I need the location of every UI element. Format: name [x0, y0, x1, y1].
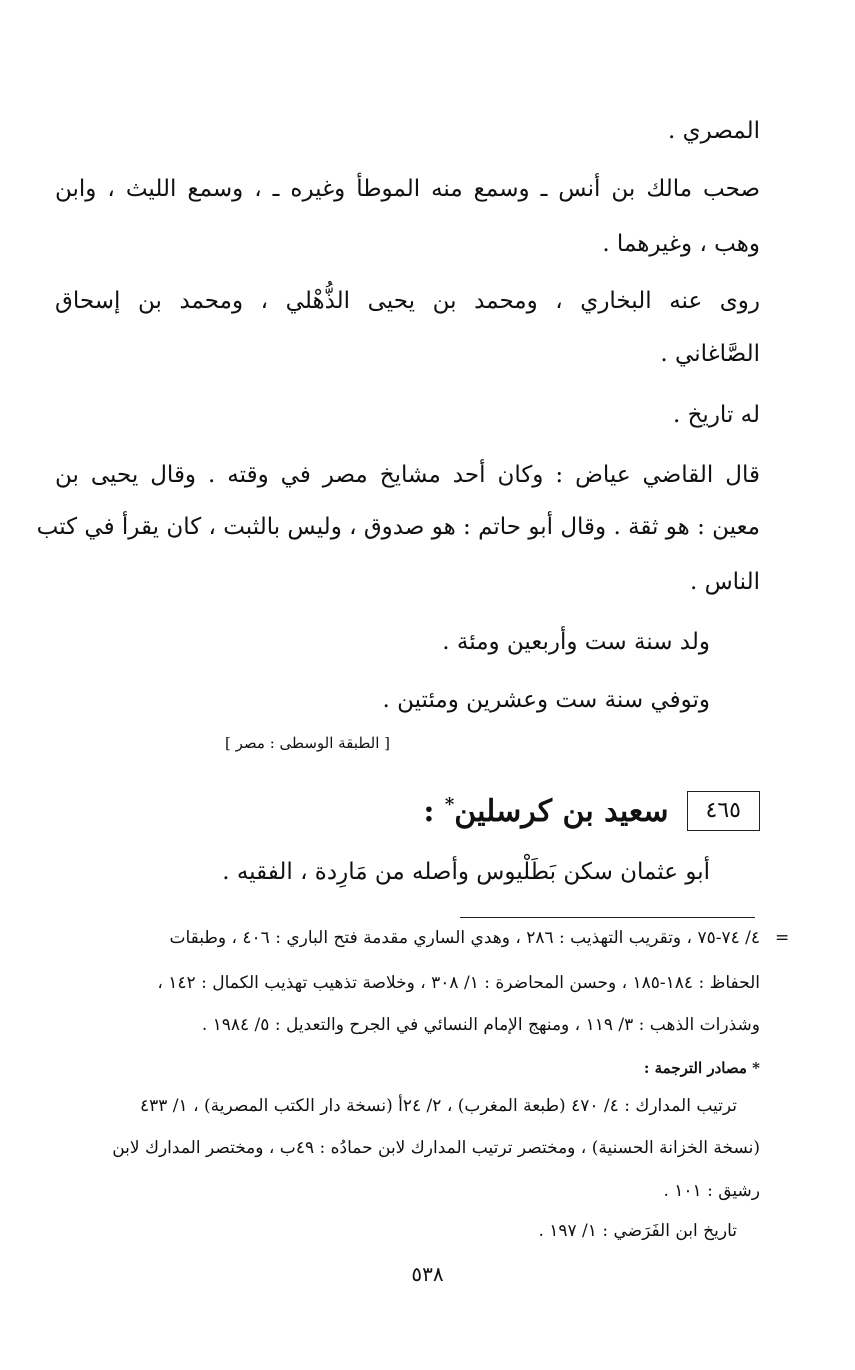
entry-description: أبو عثمان سكن بَطَلْيوس وأصله من مَارِدة ، الفقيه .	[222, 859, 710, 885]
source-line: رشيق : ١٠١ .	[663, 1181, 760, 1201]
source-line: تاريخ ابن الفَرَضي : ١/ ١٩٧ .	[538, 1221, 737, 1241]
entry-heading	[423, 788, 760, 834]
body-line-3: وهب ، وغيرهما .	[602, 231, 760, 257]
sources-heading: * مصادر الترجمة :	[643, 1059, 760, 1077]
body-line-4: روى عنه البخاري ، ومحمد بن يحيى الذُّهْلي ، ومحمد بن إسحاق	[55, 288, 760, 314]
body-line-5: الصَّاغاني .	[660, 341, 760, 367]
body-line-9: الناس .	[689, 569, 760, 595]
footnote-separator	[460, 917, 755, 918]
body-line-1: المصري .	[668, 118, 760, 144]
body-line-10: ولد سنة ست وأربعين ومئة .	[442, 629, 710, 655]
footnote-line: ٤/ ٧٤-٧٥ ، وتقريب التهذيب : ٢٨٦ ، وهدي الساري مقدمة فتح الباري : ٤٠٦ ، وطبقات	[169, 928, 760, 948]
footnote-line: الحفاظ : ١٨٤-١٨٥ ، وحسن المحاضرة : ١/ ٣٠٨ ، وخلاصة تذهيب تهذيب الكمال : ١٤٢ ،	[157, 973, 760, 993]
tabaqa-label: [ الطبقة الوسطى : مصر ]	[225, 734, 390, 752]
body-line-6: له تاريخ .	[672, 402, 760, 428]
source-line: ترتيب المدارك : ٤/ ٤٧٠ (طبعة المغرب) ، ٢/ ٢٤أ (نسخة دار الكتب المصرية) ، ١/ ٤٣٣	[140, 1096, 737, 1116]
footnote-continuation-mark: =	[775, 928, 790, 948]
body-line-8: معين : هو ثقة . وقال أبو حاتم : هو صدوق ، وليس بالثبت ، كان يقرأ في كتب	[36, 514, 760, 540]
footnote-marker: *	[444, 793, 455, 815]
footnote-line: وشذرات الذهب : ٣/ ١١٩ ، ومنهج الإمام النسائي في الجرح والتعديل : ٥/ ١٩٨٤ .	[201, 1015, 760, 1035]
entry-number-box: ٤٦٥	[687, 791, 760, 831]
body-line-7: قال القاضي عياض : وكان أحد مشايخ مصر في وقته . وقال يحيى بن	[55, 462, 760, 488]
entry-name-colon: :	[423, 793, 435, 829]
page-number: ٥٣٨	[411, 1262, 444, 1286]
entry-name	[423, 794, 668, 829]
body-line-2: صحب مالك بن أنس ـ وسمع منه الموطأ وغيره ـ ، وسمع الليث ، وابن	[55, 176, 760, 202]
body-line-11: وتوفي سنة ست وعشرين ومئتين .	[382, 687, 710, 713]
entry-name-text: سعيد بن كرسلين	[454, 793, 669, 829]
source-line: (نسخة الخزانة الحسنية) ، ومختصر ترتيب المدارك لابن حمادُه : ٤٩ب ، ومختصر المدارك لابن	[112, 1138, 760, 1158]
